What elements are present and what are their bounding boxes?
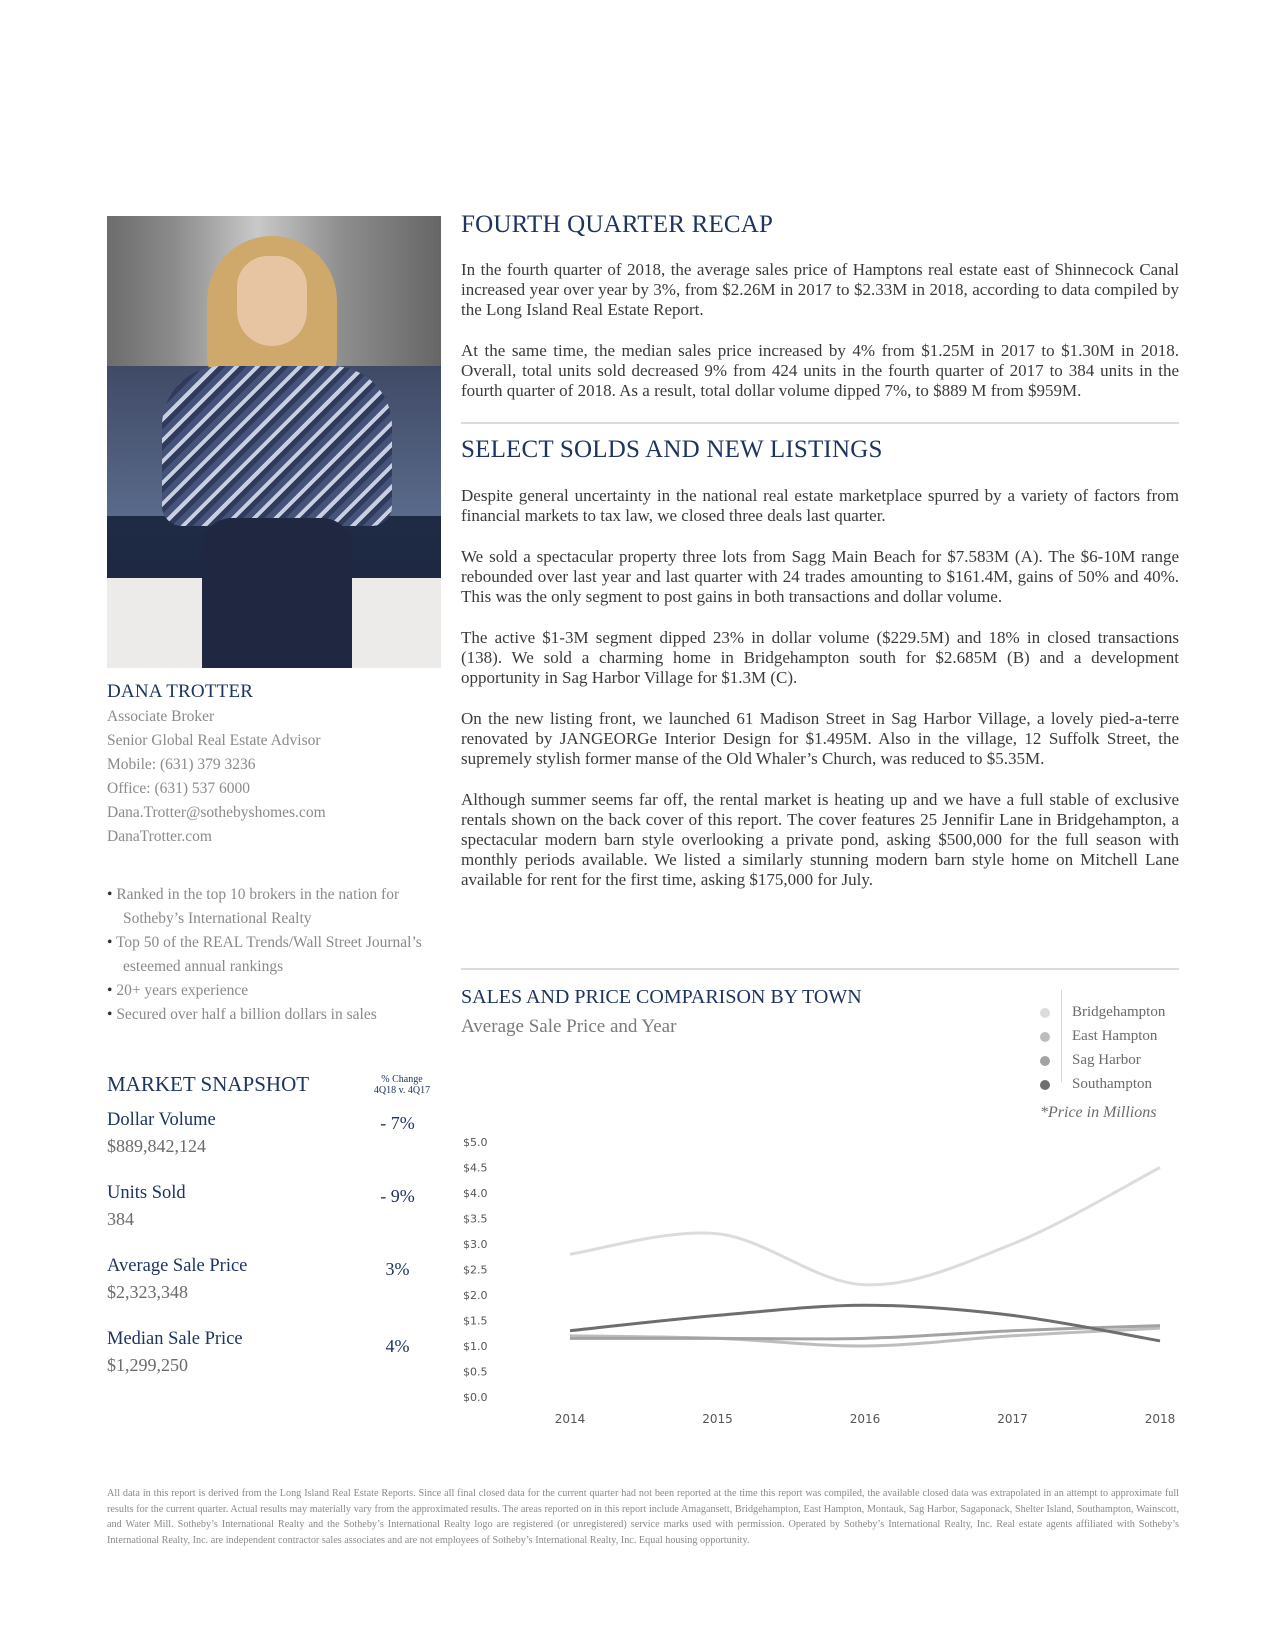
- agent-mobile: Mobile: (631) 379 3236: [107, 756, 256, 773]
- legend-swatch: [1040, 1080, 1050, 1090]
- recap-paragraph: In the fourth quarter of 2018, the average sales price of Hamptons real estate east of Shinnecock Canal increased year over year by 3%, from $2.26M in 2017 to $2.33M in 2018, according to data compiled by the Long Island Real Estate Report.: [461, 260, 1179, 319]
- y-tick-label: $3.0: [463, 1238, 488, 1251]
- y-tick-label: $1.5: [463, 1314, 488, 1328]
- recap-paragraph: At the same time, the median sales price increased by 4% from $1.25M in 2017 to $1.30M in 2018. Overall, total units sold decreased 9% from 424 units in the fourth quarter of 2017 to 384 units in the fourth quarter of 2018. As a result, total dollar volume dipped 7%, to $889 M from $959M.: [461, 341, 1179, 400]
- recap-heading: FOURTH QUARTER RECAP: [461, 211, 774, 238]
- y-tick-label: $0.0: [463, 1391, 488, 1404]
- highlight-item: • Ranked in the top 10 brokers in the nation for Sotheby’s International Realty: [107, 886, 400, 927]
- snapshot-label: Units Sold: [107, 1183, 186, 1203]
- y-tick-label: $5.0: [463, 1136, 488, 1149]
- y-tick-label: $1.0: [463, 1340, 488, 1353]
- snapshot-label: Median Sale Price: [107, 1329, 243, 1349]
- snapshot-value: $1,299,250: [107, 1355, 188, 1375]
- x-tick-label: 2018: [1144, 1412, 1176, 1426]
- chart-subtitle: Average Sale Price and Year: [461, 1016, 677, 1037]
- y-tick-label: $2.5: [463, 1263, 488, 1277]
- snapshot-title: MARKET SNAPSHOT: [107, 1072, 310, 1096]
- section-divider: [461, 422, 1179, 424]
- agent-subtitle: Senior Global Real Estate Advisor: [107, 732, 321, 749]
- solds-paragraph: The active $1-3M segment dipped 23% in dollar volume ($229.5M) and 18% in closed transactions (138). We sold a charming home in Bridgehampton south for $2.685M (B) and a development opportunity in Sag Harbor Village for $1.3M (C).: [461, 628, 1179, 687]
- agent-name: DANA TROTTER: [107, 681, 254, 702]
- change-column-header: [372, 1074, 432, 1096]
- solds-paragraph: We sold a spectacular property three lots from Sagg Main Beach for $7.583M (A). The $6-10M range rebounded over last year and last quarter with 24 trades amounting to $161.4M, gains of 50% and 40%. This was the only segment to post gains in both transactions and dollar volume.: [461, 547, 1179, 606]
- snapshot-change: 4%: [385, 1336, 410, 1356]
- agent-title: Associate Broker: [107, 708, 215, 725]
- line-chart: [455, 1130, 1195, 1430]
- y-tick-label: $4.5: [463, 1161, 488, 1175]
- y-tick-label: $4.0: [463, 1187, 488, 1200]
- x-tick-label: 2016: [849, 1412, 881, 1426]
- highlight-item: • 20+ years experience: [107, 982, 249, 999]
- snapshot-change: - 7%: [380, 1113, 415, 1133]
- snapshot-change: 3%: [385, 1259, 410, 1279]
- x-tick-label: 2014: [554, 1412, 586, 1426]
- agent-email-link[interactable]: Dana.Trotter@sothebyshomes.com: [107, 804, 326, 821]
- solds-paragraph: Despite general uncertainty in the national real estate marketplace spurred by a variety of factors from financial markets to tax law, we closed three deals last quarter.: [461, 486, 1179, 525]
- legend-item-east-hampton: East Hampton: [1040, 1028, 1157, 1045]
- series-line-bridgehampton: [570, 1168, 1160, 1285]
- y-tick-label: $0.5: [463, 1365, 488, 1379]
- solds-paragraph: On the new listing front, we launched 61 Madison Street in Sag Harbor Village, a lovely pied-a-terre renovated by JANGEORGe Interior Design for $1.495M. Also in the village, 12 Suffolk Street, the supremely stylish former manse of the Old Whaler’s Church, was reduced to $5.35M.: [461, 709, 1179, 768]
- snapshot-value: 384: [107, 1209, 134, 1229]
- snapshot-value: $2,323,348: [107, 1282, 188, 1302]
- x-tick-label: 2015: [702, 1412, 733, 1426]
- solds-heading: SELECT SOLDS AND NEW LISTINGS: [461, 436, 883, 463]
- agent-website-link[interactable]: DanaTrotter.com: [107, 828, 212, 845]
- snapshot-change: - 9%: [380, 1186, 415, 1206]
- x-tick-label: 2017: [997, 1412, 1028, 1426]
- agent-photo: [107, 216, 441, 668]
- agent-highlights: [107, 883, 442, 1027]
- section-divider: [461, 968, 1179, 970]
- legend-swatch: [1040, 1008, 1050, 1018]
- y-tick-label: $2.0: [463, 1289, 488, 1302]
- agent-office: Office: (631) 537 6000: [107, 780, 251, 797]
- legend-swatch: [1040, 1032, 1050, 1042]
- snapshot-label: Dollar Volume: [107, 1110, 216, 1130]
- legend-swatch: [1040, 1056, 1050, 1066]
- legend-item-southampton: Southampton: [1040, 1076, 1152, 1093]
- legend-item-sag-harbor: Sag Harbor: [1040, 1052, 1141, 1069]
- legend-item-bridgehampton: Bridgehampton: [1040, 1004, 1165, 1021]
- price-note: *Price in Millions: [1040, 1104, 1157, 1121]
- y-tick-label: $3.5: [463, 1212, 488, 1226]
- highlight-item: • Top 50 of the REAL Trends/Wall Street Journal’s esteemed annual rankings: [107, 934, 422, 975]
- solds-paragraph: Although summer seems far off, the rental market is heating up and we have a full stable of exclusive rentals shown on the back cover of this report. The cover features 25 Jennifir Lane in Bridgehampton, a spectacular modern barn style overlooking a private pond, asking $500,000 for the full season with monthly periods available. We listed a similarly stunning modern barn style home on Mitchell Lane available for rent for the first time, asking $175,000 for July.: [461, 790, 1179, 889]
- disclaimer: All data in this report is derived from the Long Island Real Estate Reports. Since all final closed data for the current quarter had not been reported at the time this report was compiled, the available closed data was extrapolated in an attempt to approximate full results for the current quarter. Actual results may materially vary from the approximated results. The areas reported on in this report include Amagansett, Bridgehampton, East Hampton, Montauk, Sag Harbor, Sagaponack, Shelter Island, Southampton, Wainscott, and Water Mill. Sotheby’s International Realty and the Sotheby’s International Realty logo are registered (or unregistered) service marks used with permission. Operated by Sotheby’s International Realty, Inc. Real estate agents affiliated with Sotheby’s International Realty, Inc. are independent contractor sales associates and are not employees of Sotheby’s International Realty, Inc. Equal housing opportunity.: [107, 1488, 1179, 1546]
- snapshot-label: Average Sale Price: [107, 1256, 248, 1276]
- chart-title: SALES AND PRICE COMPARISON BY TOWN: [461, 986, 862, 1008]
- snapshot-value: $889,842,124: [107, 1136, 206, 1156]
- change-header-period: 4Q18 v. 4Q17: [373, 1085, 431, 1096]
- highlight-item: • Secured over half a billion dollars in sales: [107, 1006, 377, 1023]
- change-header-label: % Change: [381, 1074, 423, 1085]
